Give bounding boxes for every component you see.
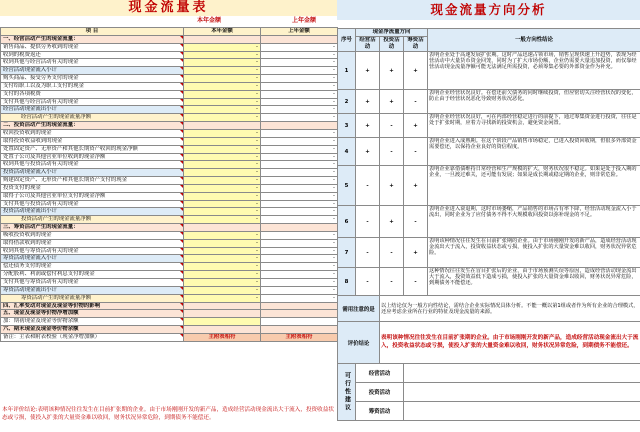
current-year-cell[interactable]: [184, 122, 261, 130]
table-header-row: [1, 28, 338, 36]
analysis-title: 现金流量方向分析: [337, 0, 640, 20]
last-year-cell[interactable]: -: [261, 192, 338, 200]
comment-marker-icon: [180, 122, 183, 125]
feasibility-activity: 投资活动: [356, 383, 404, 402]
current-year-cell[interactable]: [184, 310, 261, 318]
table-row: [1, 90, 338, 98]
seq-cell: 3: [338, 114, 356, 138]
conclusion-text: 表明企业进入衰退期，这时市场萎缩，产品销售的市场占有率下降，经营活动现金流入小于流出，同时企业为了应付债务不得不大规模收回投资以弥补现金的不足。: [428, 206, 640, 238]
last-year-cell[interactable]: -: [261, 114, 338, 122]
current-year-cell[interactable]: -: [184, 263, 261, 271]
comment-marker-icon: [180, 240, 183, 243]
seq-cell: 7: [338, 238, 356, 268]
last-year-cell[interactable]: -: [261, 75, 338, 83]
analysis-row: [338, 268, 640, 296]
header-direction: 现金净流量方向: [356, 29, 428, 37]
comment-marker-icon: [180, 83, 183, 86]
comment-marker-icon: [180, 287, 183, 290]
analysis-row: [338, 90, 640, 114]
current-year-cell[interactable]: -: [184, 239, 261, 247]
operating-sign: +: [356, 114, 380, 138]
row-label: 支付其他与投资活动有关的现金: [1, 200, 184, 208]
direction-table: [337, 28, 640, 421]
last-year-cell[interactable]: -: [261, 153, 338, 161]
evaluation-label: 评价结论: [338, 322, 380, 364]
comment-marker-icon: [180, 255, 183, 258]
last-year-cell[interactable]: -: [261, 208, 338, 216]
table-row: [1, 145, 338, 153]
last-year-cell[interactable]: -: [261, 59, 338, 67]
table-row: [1, 224, 338, 232]
current-year-cell[interactable]: -: [184, 271, 261, 279]
table-row: [1, 286, 338, 294]
table-row: [1, 137, 338, 145]
table-row: [1, 98, 338, 106]
operating-sign: +: [356, 52, 380, 90]
table-row: [1, 169, 338, 177]
last-year-cell[interactable]: -: [261, 106, 338, 114]
attention-row: [338, 296, 640, 322]
current-year-cell[interactable]: -: [184, 90, 261, 98]
current-year-cell[interactable]: -: [184, 51, 261, 59]
operating-sign: +: [356, 138, 380, 166]
comment-marker-icon: [180, 91, 183, 94]
comment-marker-icon: [180, 44, 183, 47]
row-label: 经营活动现金流入小计: [1, 67, 184, 75]
comment-marker-icon: [180, 271, 183, 274]
conclusion-text: 表明该种情况往往发生在目前扩张期的企业。由于市场刚刚开发的新产品，造成经营活动现金流出大于流入，投资收益状态或亏损，使投入扩张的大量资金难以收回，财务状况异常危险。: [428, 238, 640, 268]
comment-marker-icon: [180, 303, 183, 306]
investing-sign: +: [380, 52, 404, 90]
comment-marker-icon: [180, 130, 183, 133]
comment-marker-icon: [180, 310, 183, 313]
header-investing: 投资活动: [380, 37, 404, 52]
current-year-cell[interactable]: -: [184, 145, 261, 153]
last-year-cell[interactable]: [261, 326, 338, 334]
seq-cell: 8: [338, 268, 356, 296]
financing-sign: -: [404, 206, 428, 238]
row-label: 取得借款收到的现金: [1, 239, 184, 247]
row-label: 筹资活动产生的现金流量净额: [1, 294, 184, 302]
current-year-cell[interactable]: -: [184, 129, 261, 137]
last-year-cell[interactable]: [261, 302, 338, 310]
seq-cell: 2: [338, 90, 356, 114]
last-year-cell[interactable]: -: [261, 279, 338, 287]
header-financing: 筹资活动: [404, 37, 428, 52]
seq-cell: 4: [338, 138, 356, 166]
comment-marker-icon: [180, 318, 183, 321]
last-year-cell[interactable]: -: [261, 247, 338, 255]
page-title: 现金流量表: [0, 0, 337, 16]
last-year-cell[interactable]: -: [261, 200, 338, 208]
seq-cell: 6: [338, 206, 356, 238]
table-row: [1, 326, 338, 334]
investing-sign: -: [380, 114, 404, 138]
evaluation-text: 表明该种情况往往发生在目前扩张期的企业。由于市场刚刚开发的新产品，造成经营活动现金流出大于流入，投资收益状态或亏损，使投入扩张的大量资金难以收回，财务状况异常危险，到期债务不能偿还。: [380, 322, 640, 364]
operating-sign: -: [356, 206, 380, 238]
last-year-cell[interactable]: [261, 224, 338, 232]
comment-marker-icon: [180, 201, 183, 204]
table-row: [1, 35, 338, 43]
table-row: [1, 333, 338, 341]
feasibility-row: [338, 383, 640, 402]
conclusion-text: 表明企业进入成熟期。在这个阶段产品销售市场稳定，已进入投资回收期，但很多外部资金需要偿还，以保持企业良好的资信程度。: [428, 138, 640, 166]
row-label: 购建固定资产、无形资产和其他长期资产支付的现金: [1, 177, 184, 185]
last-year-cell[interactable]: -: [261, 98, 338, 106]
table-row: [1, 106, 338, 114]
row-label: 四、汇率变动对现金及现金等价物的影响: [1, 302, 184, 310]
table-row: [1, 239, 338, 247]
last-year-cell[interactable]: -: [261, 90, 338, 98]
table-row: [1, 310, 338, 318]
table-row: [1, 294, 338, 302]
table-row: [1, 247, 338, 255]
row-label: 支付的各项税费: [1, 90, 184, 98]
row-label: 处置子公司及其他营业单位收到的现金净额: [1, 153, 184, 161]
current-year-cell[interactable]: [184, 224, 261, 232]
feasibility-input[interactable]: [404, 364, 640, 383]
seq-cell: 1: [338, 52, 356, 90]
current-year-cell[interactable]: [184, 302, 261, 310]
row-label: 支付给职工以及为职工支付的现金: [1, 82, 184, 90]
table-row: [1, 43, 338, 51]
last-year-cell[interactable]: -: [261, 239, 338, 247]
table-row: [1, 302, 338, 310]
current-year-cell[interactable]: -: [184, 169, 261, 177]
row-label: 筹资活动现金流出小计: [1, 286, 184, 294]
row-label: 一、经营活动产生的现金流量：: [1, 35, 184, 43]
comment-marker-icon: [180, 169, 183, 172]
analysis-row: [338, 52, 640, 90]
conclusion-text: 表明企业经营状况良好。在偿还前欠债务的同时继续投资，但应密切关注经营状况的变化，防止由于经营状况恶化导致财务状况恶化。: [428, 90, 640, 114]
current-year-cell[interactable]: -: [184, 200, 261, 208]
comment-marker-icon: [180, 248, 183, 251]
comment-marker-icon: [180, 279, 183, 282]
row-label: 投资活动现金流入小计: [1, 169, 184, 177]
financing-sign: +: [404, 166, 428, 206]
current-year-cell[interactable]: -: [184, 255, 261, 263]
row-label: 经营活动产生的现金流量净额: [1, 114, 184, 122]
last-year-cell[interactable]: -: [261, 161, 338, 169]
feasibility-row: [338, 402, 640, 421]
direction-analysis-panel: [337, 0, 640, 432]
investing-sign: +: [380, 166, 404, 206]
financing-sign: +: [404, 52, 428, 90]
current-year-cell[interactable]: -: [184, 106, 261, 114]
header-item: 项 目: [1, 28, 184, 36]
current-year-cell[interactable]: -: [184, 82, 261, 90]
row-label: 投资支付的现金: [1, 184, 184, 192]
current-year-cell[interactable]: -: [184, 153, 261, 161]
table-row: [1, 200, 338, 208]
table-row: [1, 59, 338, 67]
cash-flow-table: [0, 27, 338, 342]
investing-sign: -: [380, 268, 404, 296]
financing-sign: +: [404, 114, 428, 138]
operating-sign: -: [356, 268, 380, 296]
row-label: 收到的税费返还: [1, 51, 184, 59]
current-year-cell[interactable]: 主附表相符: [184, 333, 261, 341]
last-year-cell[interactable]: -: [261, 129, 338, 137]
last-year-cell[interactable]: -: [261, 67, 338, 75]
comment-marker-icon: [180, 114, 183, 117]
conclusion-text: 表明企业处于高速发展扩张期。这时产品迅速占领市场，销售呈现快速上升趋势，表现为经营活动中大量货币资金回笼，同时为了扩大市场份额，企业仍需要大量追加投资，而仅靠经营活动现金流量净额可能无法满足所需投资，必须筹集必要的外部资金作为补充。: [428, 52, 640, 90]
row-label: 五、现金及现金等价物净增加额: [1, 310, 184, 318]
row-label: 购买商品、接受劳务支付的现金: [1, 75, 184, 83]
financing-sign: -: [404, 268, 428, 296]
current-year-cell[interactable]: -: [184, 137, 261, 145]
analysis-header-row: [338, 29, 640, 37]
last-year-cell[interactable]: -: [261, 255, 338, 263]
current-year-cell[interactable]: [184, 318, 261, 326]
row-label: 偿还债务支付的现金: [1, 263, 184, 271]
financing-sign: +: [404, 238, 428, 268]
current-year-cell[interactable]: -: [184, 286, 261, 294]
table-row: [1, 271, 338, 279]
last-year-cell[interactable]: -: [261, 169, 338, 177]
table-row: [1, 263, 338, 271]
conclusion-text: 表明企业经营状况良好，可在内部经营稳定进行的前提下，通过筹集资金进行投资，往往是处于扩张时期，应着力寻找新的投资机会，避免资金闲置。: [428, 114, 640, 138]
last-year-cell[interactable]: [261, 310, 338, 318]
current-year-cell[interactable]: -: [184, 59, 261, 67]
comment-marker-icon: [180, 59, 183, 62]
analysis-row: [338, 138, 640, 166]
comment-marker-icon: [180, 67, 183, 70]
current-year-cell[interactable]: [184, 326, 261, 334]
current-year-cell[interactable]: -: [184, 216, 261, 224]
attention-text: 以上结论仅为一般方向性结论，需结合企业实际情况具体分析。不能一概以第1组或者作为所有企业的合理模式，还应考虑企业所在行业的特征及现金流量的来源。: [380, 296, 640, 322]
row-label: 收到其他与筹资活动有关的现金: [1, 247, 184, 255]
row-label: 分配股利、利润或偿付利息支付的现金: [1, 271, 184, 279]
table-row: [1, 177, 338, 185]
table-row: [1, 216, 338, 224]
comment-marker-icon: [180, 52, 183, 55]
header-last: 上年金额: [261, 28, 338, 36]
last-year-cell[interactable]: -: [261, 82, 338, 90]
last-year-cell[interactable]: [261, 122, 338, 130]
year-last-label: 上年金额: [292, 17, 317, 24]
comment-marker-icon: [180, 263, 183, 266]
operating-sign: -: [356, 238, 380, 268]
operating-sign: +: [356, 90, 380, 114]
feasibility-activity: 经营活动: [356, 364, 404, 383]
seq-cell: 5: [338, 166, 356, 206]
feasibility-label: 可行性建议: [338, 364, 356, 421]
analysis-row: [338, 206, 640, 238]
year-current-label: 本年金额: [197, 17, 222, 24]
comment-marker-icon: [180, 334, 183, 337]
current-year-cell[interactable]: -: [184, 184, 261, 192]
last-year-cell[interactable]: -: [261, 271, 338, 279]
current-year-cell[interactable]: -: [184, 231, 261, 239]
last-year-cell[interactable]: -: [261, 294, 338, 302]
table-row: [1, 67, 338, 75]
header-current: 本年金额: [184, 28, 261, 36]
current-year-cell[interactable]: -: [184, 75, 261, 83]
table-row: [1, 153, 338, 161]
comment-marker-icon: [180, 154, 183, 157]
table-row: [1, 255, 338, 263]
current-year-cell[interactable]: [184, 35, 261, 43]
comment-marker-icon: [180, 224, 183, 227]
table-row: [1, 192, 338, 200]
comment-marker-icon: [180, 75, 183, 78]
row-label: 加：期初现金及现金等价物余额: [1, 318, 184, 326]
row-label: 处置固定资产、无形资产和其他长期资产收回的现金净额: [1, 145, 184, 153]
investing-sign: -: [380, 138, 404, 166]
row-label: 经营活动现金流出小计: [1, 106, 184, 114]
investing-sign: +: [380, 206, 404, 238]
comment-marker-icon: [180, 232, 183, 235]
comment-marker-icon: [180, 138, 183, 141]
attention-label: 需用注意的是: [338, 296, 380, 322]
table-row: [1, 114, 338, 122]
last-year-cell[interactable]: 主附表相符: [261, 333, 338, 341]
evaluation-row: [338, 322, 640, 364]
row-label: 三、筹资活动产生的现金流量：: [1, 224, 184, 232]
feasibility-input[interactable]: [404, 402, 640, 421]
table-row: [1, 82, 338, 90]
row-label: 吸收投资收到的现金: [1, 231, 184, 239]
current-year-cell[interactable]: -: [184, 294, 261, 302]
row-label: 二、投资活动产生的现金流量：: [1, 122, 184, 130]
comment-marker-icon: [180, 106, 183, 109]
comment-marker-icon: [180, 185, 183, 188]
current-year-cell[interactable]: -: [184, 177, 261, 185]
feasibility-activity: 筹资活动: [356, 402, 404, 421]
table-row: [1, 231, 338, 239]
analysis-row: [338, 114, 640, 138]
comment-marker-icon: [180, 161, 183, 164]
last-year-cell[interactable]: -: [261, 145, 338, 153]
comment-marker-icon: [180, 177, 183, 180]
row-label: 支付其他与筹资活动有关的现金: [1, 279, 184, 287]
investing-sign: -: [380, 238, 404, 268]
row-label: 收到其他与经营活动有关的现金: [1, 59, 184, 67]
row-label: 取得投资收益收到的现金: [1, 137, 184, 145]
comment-marker-icon: [180, 326, 183, 329]
comment-marker-icon: [180, 295, 183, 298]
row-label: 投资活动现金流出小计: [1, 208, 184, 216]
financing-sign: -: [404, 90, 428, 114]
comment-marker-icon: [180, 99, 183, 102]
row-label: 筹资活动现金流入小计: [1, 255, 184, 263]
comment-marker-icon: [180, 146, 183, 149]
header-conclusion: 一般方向性结论: [428, 29, 640, 52]
current-year-cell[interactable]: -: [184, 114, 261, 122]
last-year-cell[interactable]: [261, 35, 338, 43]
last-year-cell[interactable]: -: [261, 51, 338, 59]
table-row: [1, 161, 338, 169]
row-label: 六、期末现金及现金等价物余额: [1, 326, 184, 334]
table-row: [1, 279, 338, 287]
current-year-cell[interactable]: -: [184, 98, 261, 106]
current-year-cell[interactable]: -: [184, 192, 261, 200]
current-year-cell[interactable]: -: [184, 208, 261, 216]
last-year-cell[interactable]: -: [261, 216, 338, 224]
table-row: [1, 129, 338, 137]
feasibility-input[interactable]: [404, 383, 640, 402]
table-row: [1, 75, 338, 83]
current-year-cell[interactable]: -: [184, 161, 261, 169]
current-year-cell[interactable]: -: [184, 279, 261, 287]
evaluation-note: 本年评价结论:表明该种情况往往发生在目前扩张期的企业。由于市场刚刚开发的新产品，造成经营活动现金流出大于流入，投资收益状态或亏损，使投入扩张的大量资金难以收回，财务状况异常危险，到期债务不能偿还。: [2, 407, 334, 421]
conclusion-text: 表明企业靠借债维持日常经营和生产规模的扩大，财务状况很不稳定。如果是处于投入期的企业，一旦渡过难关，还可能有发展；如果是成长期或稳定期的企业，则非常危险。: [428, 166, 640, 206]
table-row: [1, 184, 338, 192]
analysis-row: [338, 166, 640, 206]
header-seq: 序号: [338, 29, 356, 52]
analysis-row: [338, 238, 640, 268]
financing-sign: -: [404, 138, 428, 166]
row-label: 收到其他与投资活动有关的现金: [1, 161, 184, 169]
last-year-cell[interactable]: -: [261, 231, 338, 239]
feasibility-row: [338, 364, 640, 383]
table-row: [1, 51, 338, 59]
table-row: [1, 208, 338, 216]
last-year-cell[interactable]: [261, 318, 338, 326]
last-year-cell[interactable]: -: [261, 286, 338, 294]
current-year-cell[interactable]: -: [184, 43, 261, 51]
comment-marker-icon: [180, 208, 183, 211]
header-operating: 经营活动: [356, 37, 380, 52]
row-label: 投资活动产生的现金流量净额: [1, 216, 184, 224]
comment-marker-icon: [180, 36, 183, 39]
table-row: [1, 122, 338, 130]
comment-marker-icon: [180, 216, 183, 219]
last-year-cell[interactable]: -: [261, 43, 338, 51]
conclusion-text: 这种情况往往发生在盲目扩张后的企业，由于市场预测失误等原因，造成经营活动现金流出大于流入，投资效益低下造成亏损，使投入扩张的大量资金难以收回，财务状况异常危险，到期债务不能偿还。: [428, 268, 640, 296]
row-label: 支付其他与经营活动有关的现金: [1, 98, 184, 106]
row-label: 销售商品、提供劳务收到的现金: [1, 43, 184, 51]
operating-sign: -: [356, 166, 380, 206]
comment-marker-icon: [180, 193, 183, 196]
current-year-cell[interactable]: -: [184, 67, 261, 75]
last-year-cell[interactable]: -: [261, 184, 338, 192]
row-label: 备注：主表和附表校验（现金净增加额）: [1, 333, 184, 341]
last-year-cell[interactable]: -: [261, 137, 338, 145]
last-year-cell[interactable]: -: [261, 263, 338, 271]
last-year-cell[interactable]: -: [261, 177, 338, 185]
investing-sign: +: [380, 90, 404, 114]
row-label: 收回投资收到的现金: [1, 129, 184, 137]
current-year-cell[interactable]: -: [184, 247, 261, 255]
table-row: [1, 318, 338, 326]
row-label: 取得子公司及其他营业单位支付的现金净额: [1, 192, 184, 200]
